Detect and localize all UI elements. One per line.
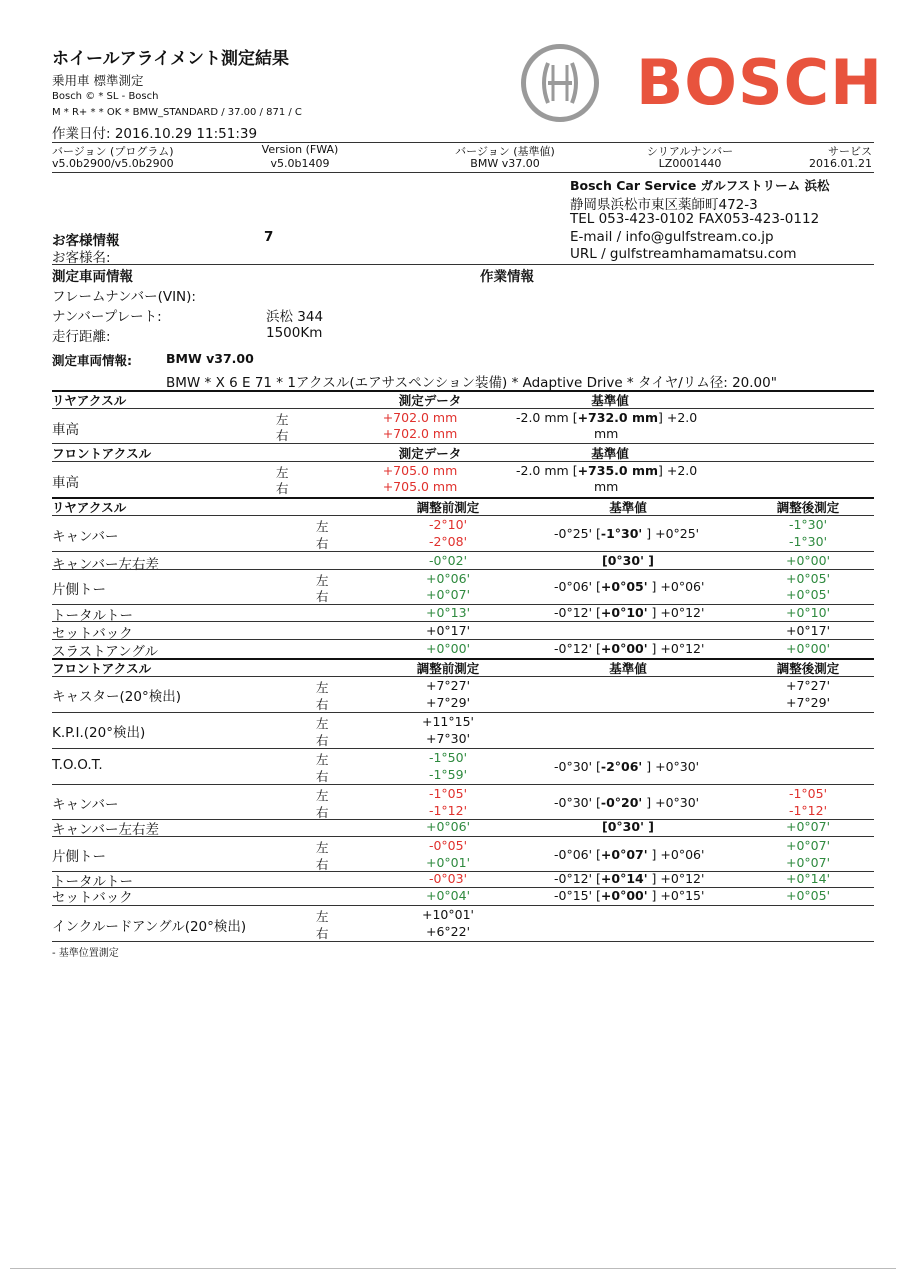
front-toot-label: T.O.O.T. bbox=[52, 757, 103, 773]
service-label: サービス bbox=[828, 145, 872, 158]
rear-toe-after-left: +0°05' bbox=[785, 571, 831, 586]
height-rear-spec-unit: mm bbox=[594, 426, 619, 441]
front-title: フロントアクスル bbox=[52, 661, 152, 676]
front-caster-left-label: 左 bbox=[316, 680, 329, 695]
front-included-before-left: +10°01' bbox=[422, 907, 474, 922]
front-col-after: 調整後測定 bbox=[776, 661, 840, 676]
version-program-label: バージョン (プログラム) bbox=[52, 145, 174, 158]
vehicle-spec-value: BMW v37.00 bbox=[166, 351, 254, 366]
front-total-toe-after: +0°14' bbox=[785, 871, 831, 886]
vehicle-class: 乗用車 標準測定 bbox=[52, 73, 144, 88]
front-caster-after-right: +7°29' bbox=[785, 695, 831, 710]
front-included-before-right: +6°22' bbox=[425, 924, 471, 939]
height-front-row-label: 車高 bbox=[52, 475, 79, 491]
height-rear-left-label: 左 bbox=[276, 412, 289, 427]
front-toe-spec: -0°06' [+0°07' ] +0°06' bbox=[554, 847, 705, 862]
rear-camber-label: キャンバー bbox=[52, 529, 119, 545]
vehicle-section-title: 測定車両情報 bbox=[52, 269, 133, 285]
rear-toe-before-right: +0°07' bbox=[425, 587, 471, 602]
shop-address: 静岡県浜松市東区薬師町472-3 bbox=[570, 197, 758, 213]
height-rear-col-spec: 基準値 bbox=[591, 393, 629, 408]
front-kpi-left-label: 左 bbox=[316, 716, 329, 731]
front-toot-right-label: 右 bbox=[316, 769, 329, 784]
front-toot-before-left: -1°50' bbox=[428, 750, 468, 765]
bosch-armature-logo-icon bbox=[521, 44, 599, 122]
version-fwa-label: Version (FWA) bbox=[261, 143, 339, 156]
shop-tel: TEL 053-423-0102 FAX053-423-0112 bbox=[570, 211, 820, 227]
rear-col-before: 調整前測定 bbox=[416, 500, 480, 515]
work-date: 作業日付: 2016.10.29 11:51:39 bbox=[52, 126, 258, 142]
footnote: - 基準位置測定 bbox=[52, 948, 119, 959]
front-col-spec: 基準値 bbox=[609, 661, 647, 676]
front-toot-spec: -0°30' [-2°06' ] +0°30' bbox=[554, 759, 700, 774]
front-toe-after-right: +0°07' bbox=[785, 855, 831, 870]
height-front-spec: -2.0 mm [+735.0 mm] +2.0 bbox=[516, 463, 698, 478]
front-toe-label: 片側トー bbox=[52, 849, 106, 865]
height-front-right-label: 右 bbox=[276, 481, 289, 496]
front-camber-right-label: 右 bbox=[316, 805, 329, 820]
front-total-toe-label: トータルトー bbox=[52, 874, 133, 890]
front-included-label: インクルードアングル(20°検出) bbox=[52, 919, 247, 935]
height-front-left-label: 左 bbox=[276, 465, 289, 480]
rear-toe-after-right: +0°05' bbox=[785, 587, 831, 602]
shop-name: Bosch Car Service ガルフストリーム 浜松 bbox=[570, 178, 830, 193]
shop-email: E-mail / info@gulfstream.co.jp bbox=[570, 229, 774, 245]
rear-camber-spec: -0°25' [-1°30' ] +0°25' bbox=[554, 526, 700, 541]
rear-thrust-after: +0°00' bbox=[785, 641, 831, 656]
height-rear-left-value: +702.0 mm bbox=[382, 410, 458, 425]
rear-thrust-before: +0°00' bbox=[425, 641, 471, 656]
height-front-right-value: +705.0 mm bbox=[382, 479, 458, 494]
version-spec-value: BMW v37.00 bbox=[470, 157, 540, 170]
copyright-line: Bosch © * SL - Bosch bbox=[52, 91, 159, 102]
front-setback-before: +0°04' bbox=[425, 888, 471, 903]
serial-label: シリアルナンバー bbox=[646, 145, 734, 158]
height-rear-right-value: +702.0 mm bbox=[382, 426, 458, 441]
front-col-before: 調整前測定 bbox=[416, 661, 480, 676]
front-camber-label: キャンバー bbox=[52, 797, 119, 813]
rear-thrust-label: スラストアングル bbox=[52, 644, 158, 660]
work-info-title: 作業情報 bbox=[480, 269, 534, 285]
rear-col-after: 調整後測定 bbox=[776, 500, 840, 515]
rear-camber-diff-before: -0°02' bbox=[428, 553, 468, 568]
height-front-title: フロントアクスル bbox=[52, 446, 152, 461]
rear-camber-right-label: 右 bbox=[316, 536, 329, 551]
rear-camber-diff-label: キャンバー左右差 bbox=[52, 557, 160, 573]
rear-toe-spec: -0°06' [+0°05' ] +0°06' bbox=[554, 579, 705, 594]
front-camber-before-right: -1°12' bbox=[428, 803, 468, 818]
height-front-col-spec: 基準値 bbox=[591, 446, 629, 461]
front-setback-label: セットバック bbox=[52, 890, 133, 906]
version-fwa-value: v5.0b1409 bbox=[270, 157, 330, 170]
front-included-right-label: 右 bbox=[316, 926, 329, 941]
database-line: M * R+ * * OK * BMW_STANDARD / 37.00 / 871 / C bbox=[52, 107, 302, 118]
front-kpi-right-label: 右 bbox=[316, 733, 329, 748]
rear-camber-left-label: 左 bbox=[316, 519, 329, 534]
height-front-spec-unit: mm bbox=[594, 479, 619, 494]
front-camber-after-right: -1°12' bbox=[788, 803, 828, 818]
height-front-left-value: +705.0 mm bbox=[382, 463, 458, 478]
front-kpi-before-left: +11°15' bbox=[422, 714, 474, 729]
plate-label: ナンバープレート: bbox=[52, 309, 162, 325]
height-rear-row-label: 車高 bbox=[52, 422, 79, 438]
rear-setback-before: +0°17' bbox=[425, 623, 471, 638]
front-toe-right-label: 右 bbox=[316, 857, 329, 872]
rear-thrust-spec: -0°12' [+0°00' ] +0°12' bbox=[554, 641, 705, 656]
bosch-logo-text: BOSCH bbox=[636, 46, 884, 119]
front-camber-spec: -0°30' [-0°20' ] +0°30' bbox=[554, 795, 700, 810]
height-front-col-measure: 測定データ bbox=[398, 446, 462, 461]
serial-value: LZ0001440 bbox=[658, 157, 722, 170]
height-rear-spec: -2.0 mm [+732.0 mm] +2.0 bbox=[516, 410, 698, 425]
vehicle-spec-label: 測定車両情報: bbox=[52, 353, 132, 368]
rear-title: リヤアクスル bbox=[52, 500, 127, 515]
rear-total-toe-before: +0°13' bbox=[425, 605, 471, 620]
rear-total-toe-after: +0°10' bbox=[785, 605, 831, 620]
report-title: ホイールアライメント測定結果 bbox=[52, 49, 289, 69]
vin-label: フレームナンバー(VIN): bbox=[52, 289, 196, 305]
page-edge-divider bbox=[10, 1268, 896, 1269]
version-spec-label: バージョン (基準値) bbox=[455, 145, 555, 158]
front-toot-before-right: -1°59' bbox=[428, 767, 468, 782]
rear-setback-label: セットバック bbox=[52, 626, 133, 642]
height-rear-col-measure: 測定データ bbox=[398, 393, 462, 408]
rear-toe-label: 片側トー bbox=[52, 582, 106, 598]
front-toe-after-left: +0°07' bbox=[785, 838, 831, 853]
front-caster-before-right: +7°29' bbox=[425, 695, 471, 710]
front-camber-after-left: -1°05' bbox=[788, 786, 828, 801]
shop-url: URL / gulfstreamhamamatsu.com bbox=[570, 246, 797, 262]
front-toot-left-label: 左 bbox=[316, 752, 329, 767]
customer-name-label: お客様名: bbox=[52, 250, 111, 266]
customer-info-value: 7 bbox=[264, 229, 274, 245]
mileage-value: 1500Km bbox=[266, 325, 323, 341]
front-camber-diff-before: +0°06' bbox=[425, 819, 471, 834]
rear-col-spec: 基準値 bbox=[609, 500, 647, 515]
front-kpi-before-right: +7°30' bbox=[425, 731, 471, 746]
front-kpi-label: K.P.I.(20°検出) bbox=[52, 725, 146, 741]
front-camber-diff-after: +0°07' bbox=[785, 819, 831, 834]
rear-toe-before-left: +0°06' bbox=[425, 571, 471, 586]
front-camber-diff-spec: [0°30' ] bbox=[602, 819, 654, 834]
front-camber-left-label: 左 bbox=[316, 788, 329, 803]
front-caster-label: キャスター(20°検出) bbox=[52, 689, 181, 705]
front-camber-diff-label: キャンバー左右差 bbox=[52, 822, 160, 838]
front-total-toe-spec: -0°12' [+0°14' ] +0°12' bbox=[554, 871, 705, 886]
rear-total-toe-label: トータルトー bbox=[52, 608, 133, 624]
front-setback-spec: -0°15' [+0°00' ] +0°15' bbox=[554, 888, 705, 903]
front-toe-before-left: -0°05' bbox=[428, 838, 468, 853]
front-included-left-label: 左 bbox=[316, 909, 329, 924]
rear-camber-after-right: -1°30' bbox=[788, 534, 828, 549]
front-toe-before-right: +0°01' bbox=[425, 855, 471, 870]
customer-info-label: お客様情報 bbox=[52, 233, 120, 249]
version-program-value: v5.0b2900/v5.0b2900 bbox=[52, 157, 174, 170]
rear-setback-after: +0°17' bbox=[785, 623, 831, 638]
rear-camber-diff-spec: [0°30' ] bbox=[602, 553, 654, 568]
height-rear-title: リヤアクスル bbox=[52, 393, 127, 408]
front-toe-left-label: 左 bbox=[316, 840, 329, 855]
plate-value: 浜松 344 bbox=[266, 309, 324, 325]
rear-camber-before-right: -2°08' bbox=[428, 534, 468, 549]
front-caster-after-left: +7°27' bbox=[785, 678, 831, 693]
rear-toe-right-label: 右 bbox=[316, 589, 329, 604]
service-value: 2016.01.21 bbox=[809, 157, 872, 170]
rear-toe-left-label: 左 bbox=[316, 573, 329, 588]
height-rear-right-label: 右 bbox=[276, 428, 289, 443]
rear-camber-after-left: -1°30' bbox=[788, 517, 828, 532]
front-caster-before-left: +7°27' bbox=[425, 678, 471, 693]
rear-camber-before-left: -2°10' bbox=[428, 517, 468, 532]
front-caster-right-label: 右 bbox=[316, 697, 329, 712]
vehicle-spec-desc: BMW * X 6 E 71 * 1アクスル(エアサスペンション装備) * Adaptive Drive * タイヤ/リム径: 20.00" bbox=[166, 375, 777, 391]
front-camber-before-left: -1°05' bbox=[428, 786, 468, 801]
mileage-label: 走行距離: bbox=[52, 329, 111, 345]
rear-camber-diff-after: +0°00' bbox=[785, 553, 831, 568]
rear-total-toe-spec: -0°12' [+0°10' ] +0°12' bbox=[554, 605, 705, 620]
front-setback-after: +0°05' bbox=[785, 888, 831, 903]
front-total-toe-before: -0°03' bbox=[428, 871, 468, 886]
